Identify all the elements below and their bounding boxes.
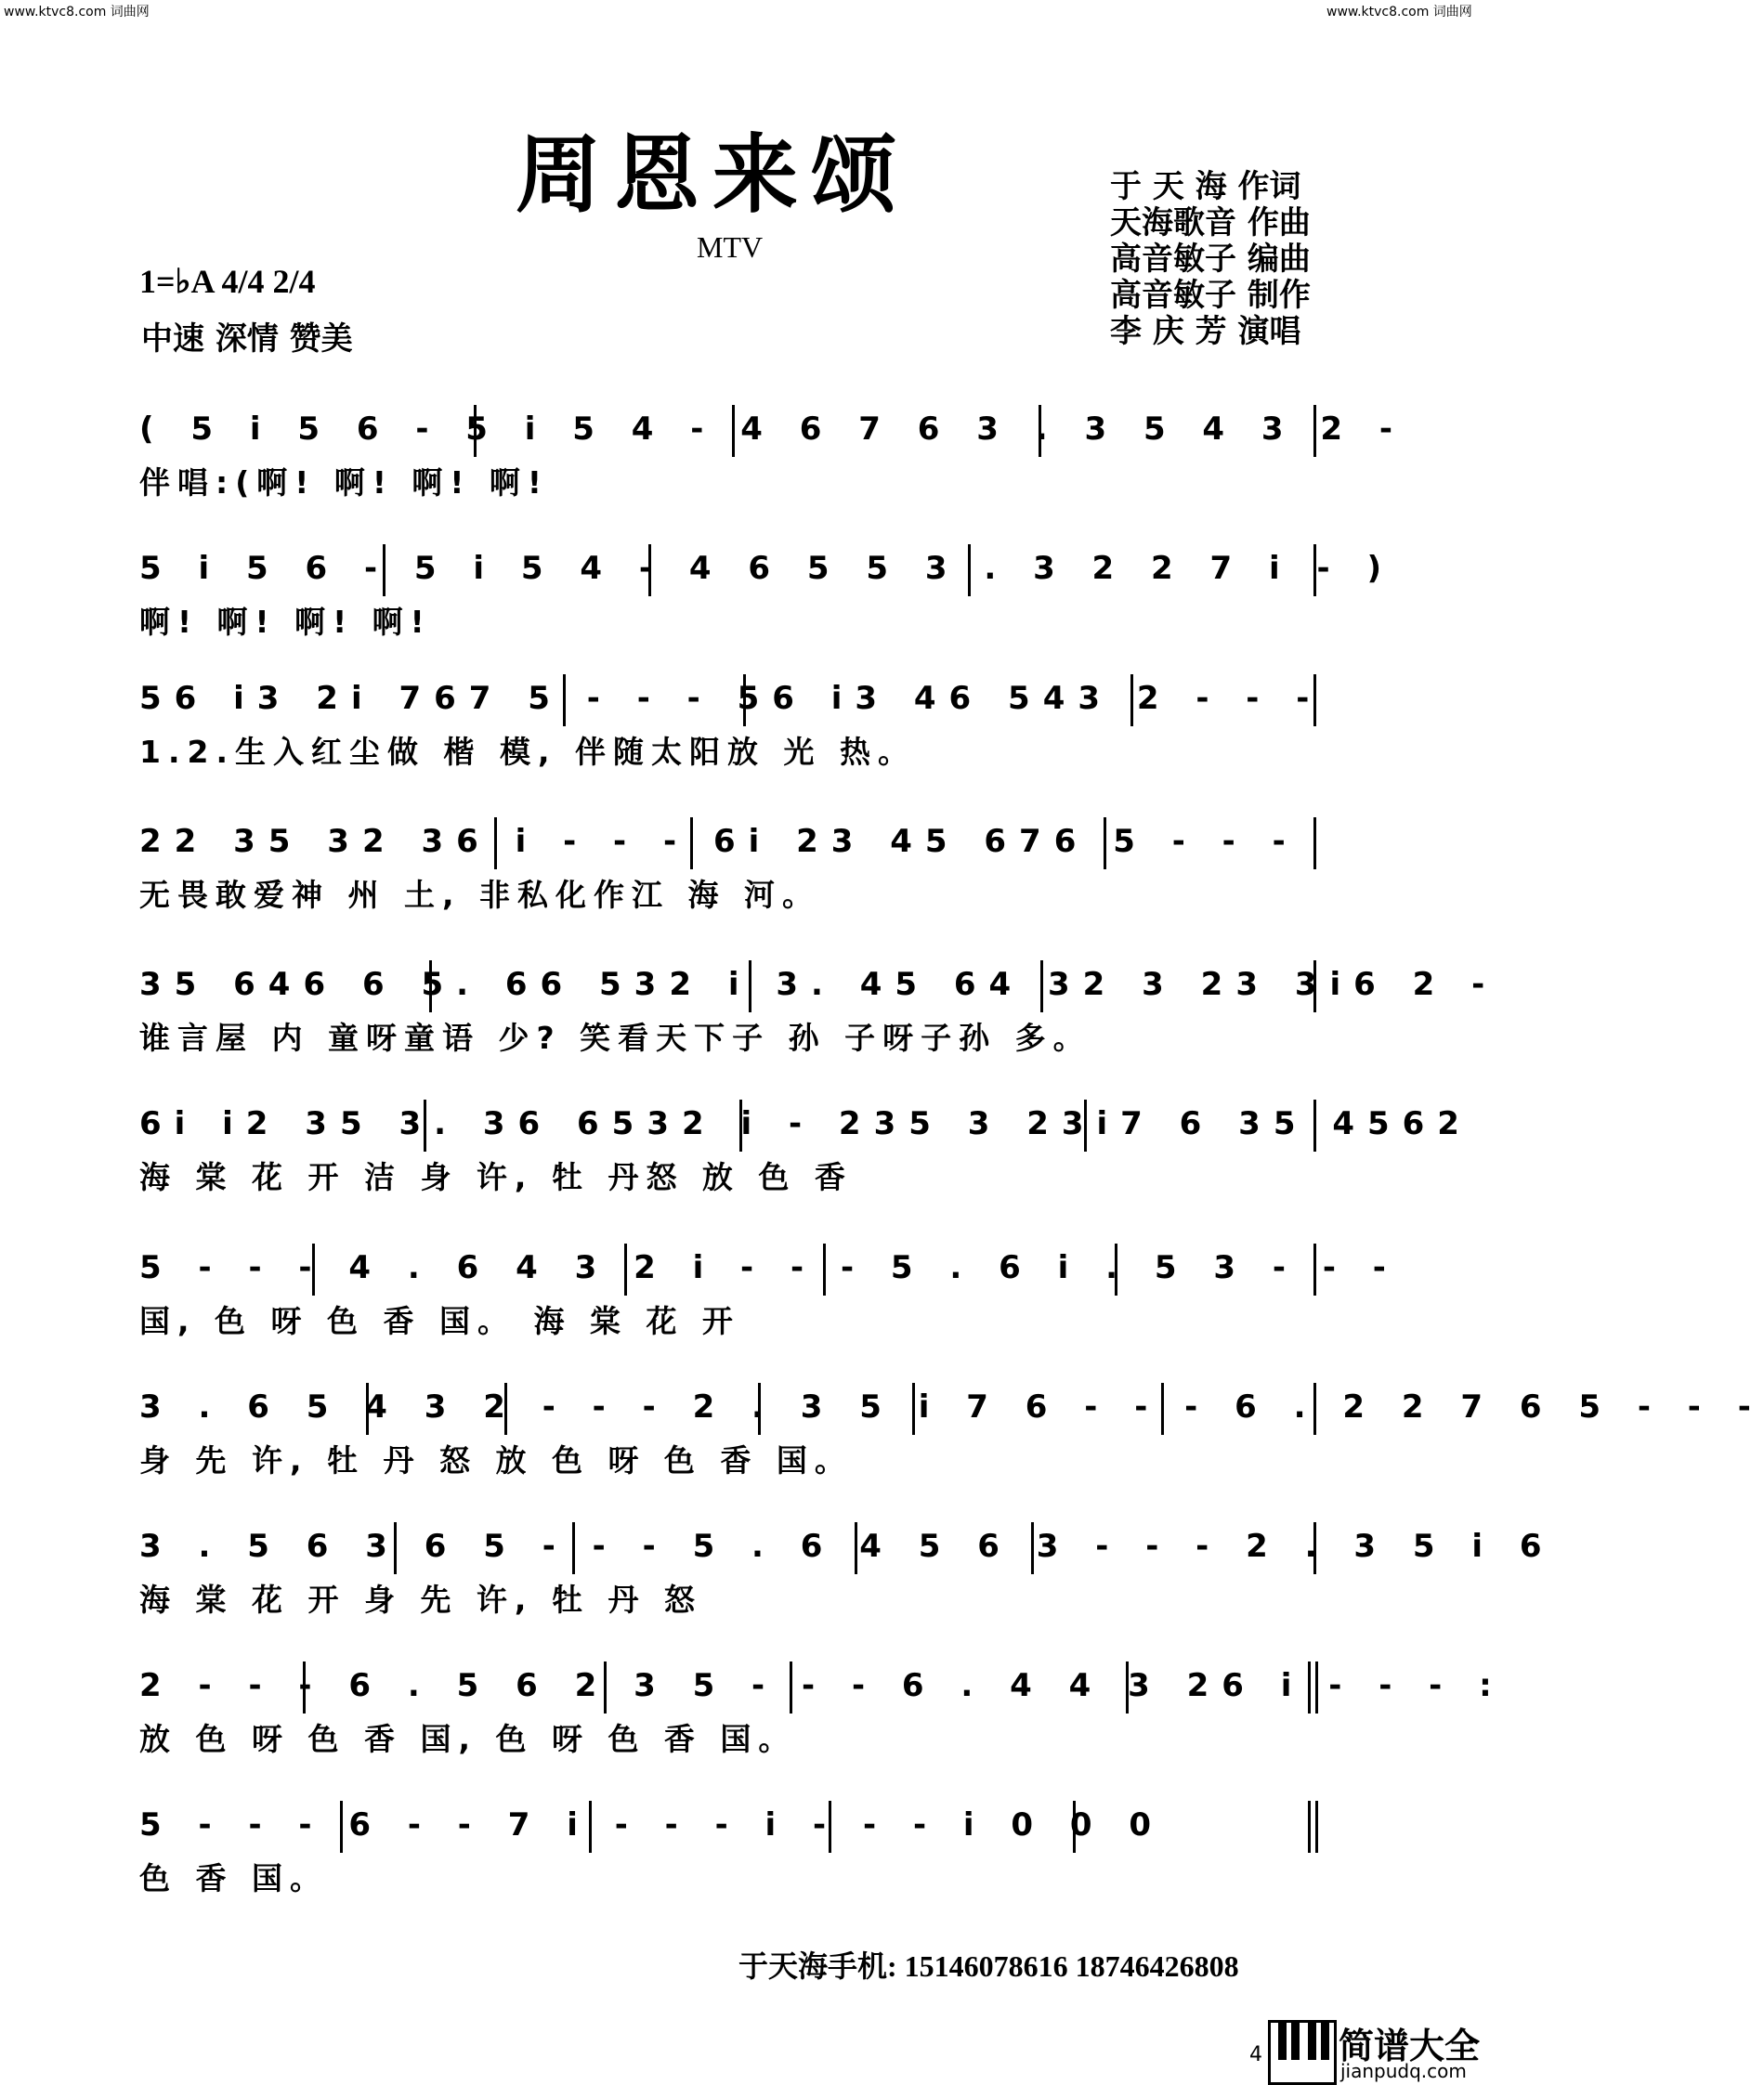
key-signature: 1=♭A 4/4 2/4 [139, 263, 316, 300]
logo-url: jianpudq.com [1340, 2060, 1467, 2082]
system-notes: 5 - - - 6 - - 7 i - - - i - - - i 0 0 0 [139, 1806, 1165, 1844]
system-lyrics: 啊! 啊! 啊! 啊! [139, 604, 432, 640]
contact-phone: 于天海手机: 15146078616 18746426808 [738, 1949, 1239, 1983]
credit-singer: 李 庆 芳 演唱 [1110, 313, 1301, 350]
system-lyrics: 色 香 国。 [139, 1860, 328, 1896]
system-lyrics: 谁言屋 内 童呀童语 少? 笑看天下子 孙 子呀子孙 多。 [139, 1020, 1091, 1056]
logo-name: 简谱大全 [1339, 2026, 1481, 2066]
system-notes: 5 i 5 6 - 5 i 5 4 - 4 6 5 5 3 . 3 2 2 7 i - ) [139, 550, 1395, 587]
page-title: 周恩来颂 [516, 124, 910, 225]
system-notes: 22 35 32 36 i - - - 6i 23 45 676 5 - - - [139, 823, 1299, 860]
system-lyrics: 身 先 许, 牡 丹 怒 放 色 呀 色 香 国。 [139, 1442, 853, 1479]
credits [1110, 169, 1311, 350]
system-lyrics: 放 色 呀 色 香 国, 色 呀 色 香 国。 [139, 1721, 797, 1757]
system-notes: ( 5 i 5 6 - 5 i 5 4 - 4 6 7 6 3 . 3 5 4 3 2 - [139, 410, 1406, 448]
credit-arranger: 高音敏子 编曲 [1110, 241, 1311, 278]
system-lyrics: 海 棠 花 开 洁 身 许, 牡 丹怒 放 色 香 [139, 1159, 853, 1195]
system-lyrics: 海 棠 花 开 身 先 许, 牡 丹 怒 [139, 1582, 702, 1618]
system-notes: 6i i2 35 3. 36 6532 i - 235 3 23i7 6 35 4562 [139, 1105, 1472, 1142]
system-lyrics: 国, 色 呀 色 香 国。 海 棠 花 开 [139, 1303, 740, 1339]
site-logo [1268, 2015, 1481, 2085]
credit-lyricist: 于 天 海 作词 [1110, 168, 1301, 205]
piano-icon [1268, 2020, 1337, 2085]
tempo-marking: 中速 深情 赞美 [141, 320, 353, 358]
system-notes: 3 . 6 5 4 3 2 - - - 2 . 3 5 i 7 6 - - - 6 . 2 2 7 6 5 - - - [139, 1388, 1764, 1426]
system-lyrics: 伴唱:(啊! 啊! 啊! 啊! [139, 464, 549, 501]
system-notes: 3 . 5 6 3 6 5 - - - 5 . 6 4 5 6 3 - - - 2 . 3 5 i 6 [139, 1528, 1555, 1565]
system-lyrics: 1.2.生入红尘做 楷 模, 伴随太阳放 光 热。 [139, 734, 916, 770]
system-notes: 2 - - - 6 . 5 6 2 3 5 - - - 6 . 4 4 3 26 i - - - : [139, 1667, 1505, 1704]
system-notes: 56 i3 2i 767 5 - - - 56 i3 46 543 2 - - - [139, 680, 1323, 717]
subtitle: MTV [697, 230, 764, 264]
header-left: www.ktvc8.com 词曲网 [4, 5, 150, 20]
header-right: www.ktvc8.com 词曲网 [1326, 5, 1472, 20]
credit-composer: 天海歌音 作曲 [1110, 204, 1311, 241]
credit-producer: 高音敏子 制作 [1110, 277, 1311, 314]
system-notes: 35 646 6 5. 66 532 i 3. 45 64 32 3 23 3i6 2 - [139, 966, 1498, 1003]
system-lyrics: 无畏敢爱神 州 土, 非私化作江 海 河。 [139, 877, 820, 913]
system-notes: 5 - - - 4 . 6 4 3 2 i - - - 5 . 6 i . 5 3 - - - [139, 1249, 1399, 1286]
page-mark: 4 [1249, 2043, 1262, 2066]
